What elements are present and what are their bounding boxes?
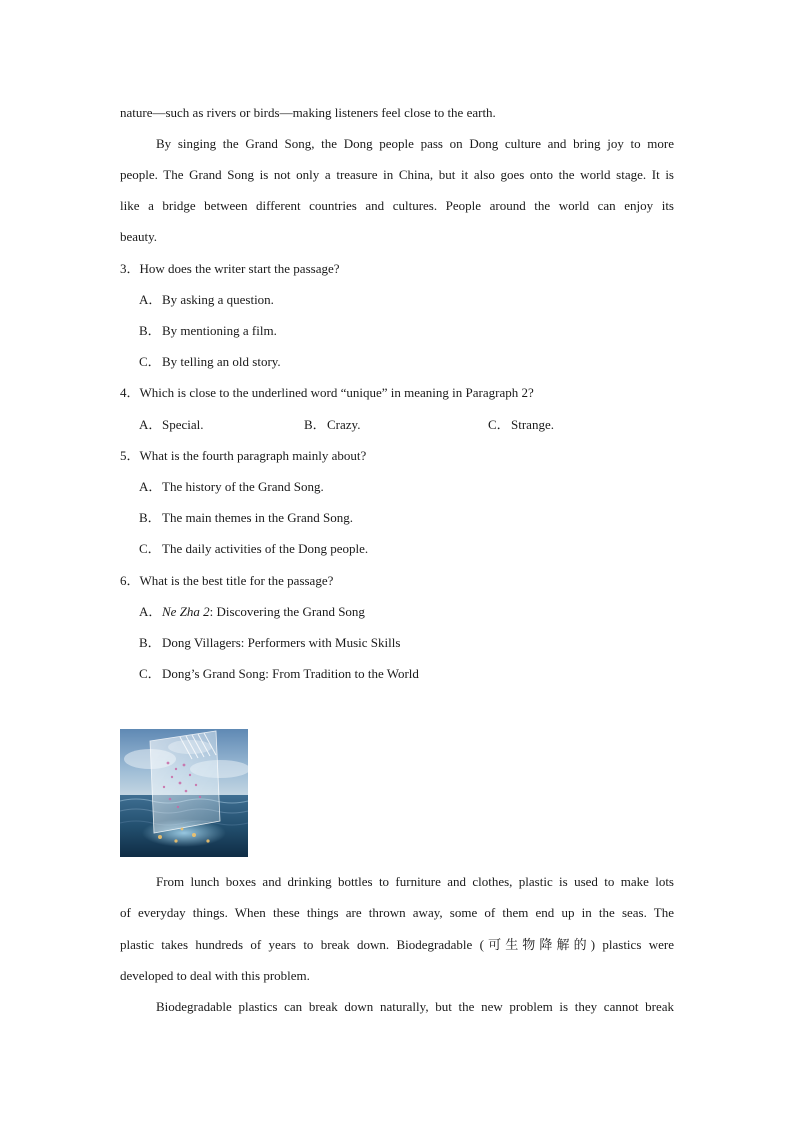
- option-label: C．: [139, 354, 161, 369]
- question-number: 4．: [120, 385, 140, 400]
- question-3: [120, 261, 674, 277]
- option-label: B．: [139, 510, 161, 525]
- passage-line: of everyday things. When these things are thrown away, some of them end up in the seas. The: [120, 905, 674, 920]
- option-text: : Discovering the Grand Song: [209, 604, 365, 619]
- question-4: [120, 385, 674, 401]
- option-label: C．: [139, 541, 161, 556]
- passage-line: beauty.: [120, 229, 158, 244]
- passage-line: Biodegradable plastics can break down naturally, but the new problem is they cannot break: [156, 999, 674, 1014]
- option-text: Dong Villagers: Performers with Music Skills: [162, 635, 401, 650]
- question-text: What is the best title for the passage?: [139, 573, 334, 588]
- option-4b[interactable]: [304, 417, 360, 433]
- option-text: By telling an old story.: [162, 354, 281, 369]
- question-text: What is the fourth paragraph mainly about?: [139, 448, 367, 463]
- option-5b[interactable]: [139, 510, 353, 526]
- option-text: The history of the Grand Song.: [162, 479, 324, 494]
- option-label: A．: [139, 417, 162, 432]
- option-text: The main themes in the Grand Song.: [162, 510, 353, 525]
- option-text: Strange.: [511, 417, 554, 432]
- option-6b[interactable]: [139, 635, 400, 651]
- plastic-sheet-over-ocean-illustration: [120, 729, 248, 857]
- option-6a[interactable]: [139, 604, 365, 620]
- passage-line: By singing the Grand Song, the Dong people pass on Dong culture and bring joy to more: [156, 136, 674, 151]
- option-text: By asking a question.: [162, 292, 274, 307]
- option-5c[interactable]: [139, 541, 368, 557]
- option-label: B．: [304, 417, 326, 432]
- option-text: By mentioning a film.: [162, 323, 277, 338]
- passage-line: like a bridge between different countries and cultures. People around the world can enjoy its: [120, 198, 674, 213]
- option-label: A．: [139, 604, 162, 619]
- passage-line: From lunch boxes and drinking bottles to furniture and clothes, plastic is used to make lots: [156, 874, 674, 889]
- passage-line: people. The Grand Song is not only a treasure in China, but it also goes onto the world stage. It is: [120, 167, 674, 182]
- option-3c[interactable]: [139, 354, 281, 370]
- passage-line: developed to deal with this problem.: [120, 968, 310, 983]
- question-text: Which is close to the underlined word “unique” in meaning in Paragraph 2?: [139, 385, 534, 400]
- option-label: B．: [139, 635, 161, 650]
- option-label: C．: [488, 417, 510, 432]
- question-5: [120, 448, 674, 464]
- option-6c[interactable]: [139, 666, 419, 682]
- passage-line: plastic takes hundreds of years to break down. Biodegradable (可生物降解的) plastics were: [120, 937, 674, 952]
- option-text: The daily activities of the Dong people.: [162, 541, 369, 556]
- option-label: C．: [139, 666, 161, 681]
- question-text: How does the writer start the passage?: [139, 261, 340, 276]
- option-label: B．: [139, 323, 161, 338]
- option-italic-title: Ne Zha 2: [162, 604, 210, 619]
- option-3a[interactable]: [139, 292, 274, 308]
- option-3b[interactable]: [139, 323, 277, 339]
- passage-line: nature—such as rivers or birds—making listeners feel close to the earth.: [120, 105, 496, 120]
- option-label: A．: [139, 479, 162, 494]
- question-number: 5．: [120, 448, 140, 463]
- option-text: Dong’s Grand Song: From Tradition to the World: [162, 666, 419, 681]
- option-text: Special.: [162, 417, 204, 432]
- option-5a[interactable]: [139, 479, 324, 495]
- option-label: A．: [139, 292, 162, 307]
- question-number: 6．: [120, 573, 140, 588]
- option-4a[interactable]: [139, 417, 204, 433]
- option-text: Crazy.: [327, 417, 361, 432]
- question-6: [120, 573, 674, 589]
- option-4c[interactable]: [488, 417, 554, 433]
- question-number: 3．: [120, 261, 140, 276]
